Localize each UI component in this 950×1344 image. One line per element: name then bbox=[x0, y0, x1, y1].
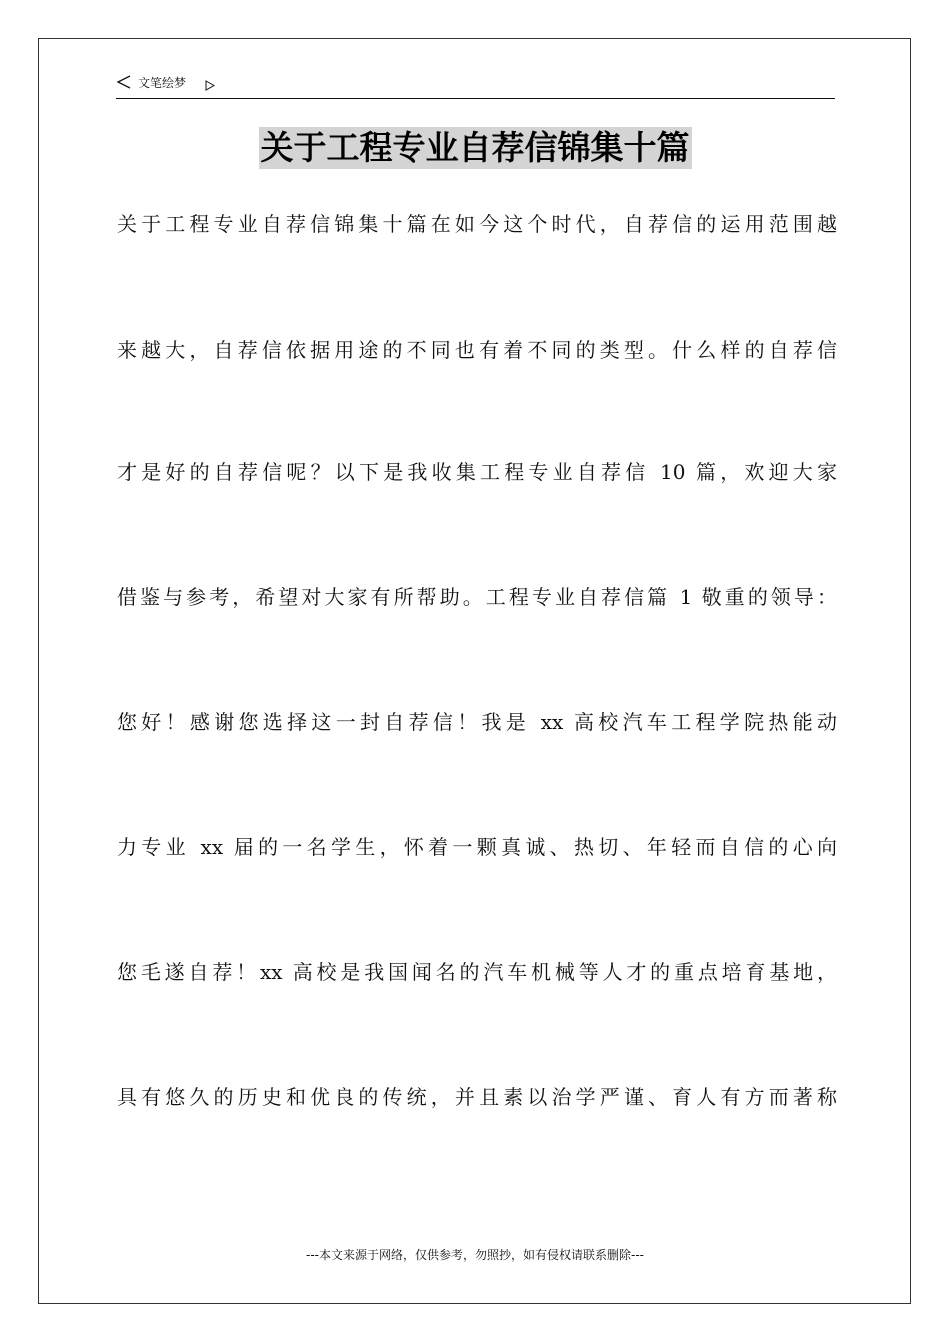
body-line: 您毛遂自荐！xx 高校是我国闻名的汽车机械等人才的重点培育基地， bbox=[117, 960, 837, 984]
document-title bbox=[0, 127, 950, 169]
body-line: 力专业 xx 届的一名学生，怀着一颗真诚、热切、年轻而自信的心向 bbox=[117, 835, 837, 859]
footer-note: ---本文来源于网络，仅供参考，勿照抄，如有侵权请联系删除--- bbox=[306, 1248, 644, 1262]
body-line: 借鉴与参考，希望对大家有所帮助。工程专业自荐信篇 1 敬重的领导： bbox=[117, 585, 837, 609]
right-triangle-icon bbox=[205, 76, 215, 87]
page-header bbox=[116, 72, 835, 99]
body-line: 才是好的自荐信呢？以下是我收集工程专业自荐信 10 篇，欢迎大家 bbox=[117, 460, 837, 484]
body-line: 具有悠久的历史和优良的传统，并且素以治学严谨、育人有方而著称 bbox=[117, 1085, 837, 1109]
header-brand: 文笔绘梦 bbox=[138, 76, 187, 90]
body-line: 您好！感谢您选择这一封自荐信！我是 xx 高校汽车工程学院热能动 bbox=[117, 710, 837, 734]
body-line: 关于工程专业自荐信锦集十篇在如今这个时代，自荐信的运用范围越 bbox=[117, 212, 837, 236]
body-line: 来越大，自荐信依据用途的不同也有着不同的类型。什么样的自荐信 bbox=[117, 338, 837, 362]
document-title-text: 关于工程专业自荐信锦集十篇 bbox=[260, 128, 690, 167]
left-triangle-icon bbox=[116, 74, 132, 90]
